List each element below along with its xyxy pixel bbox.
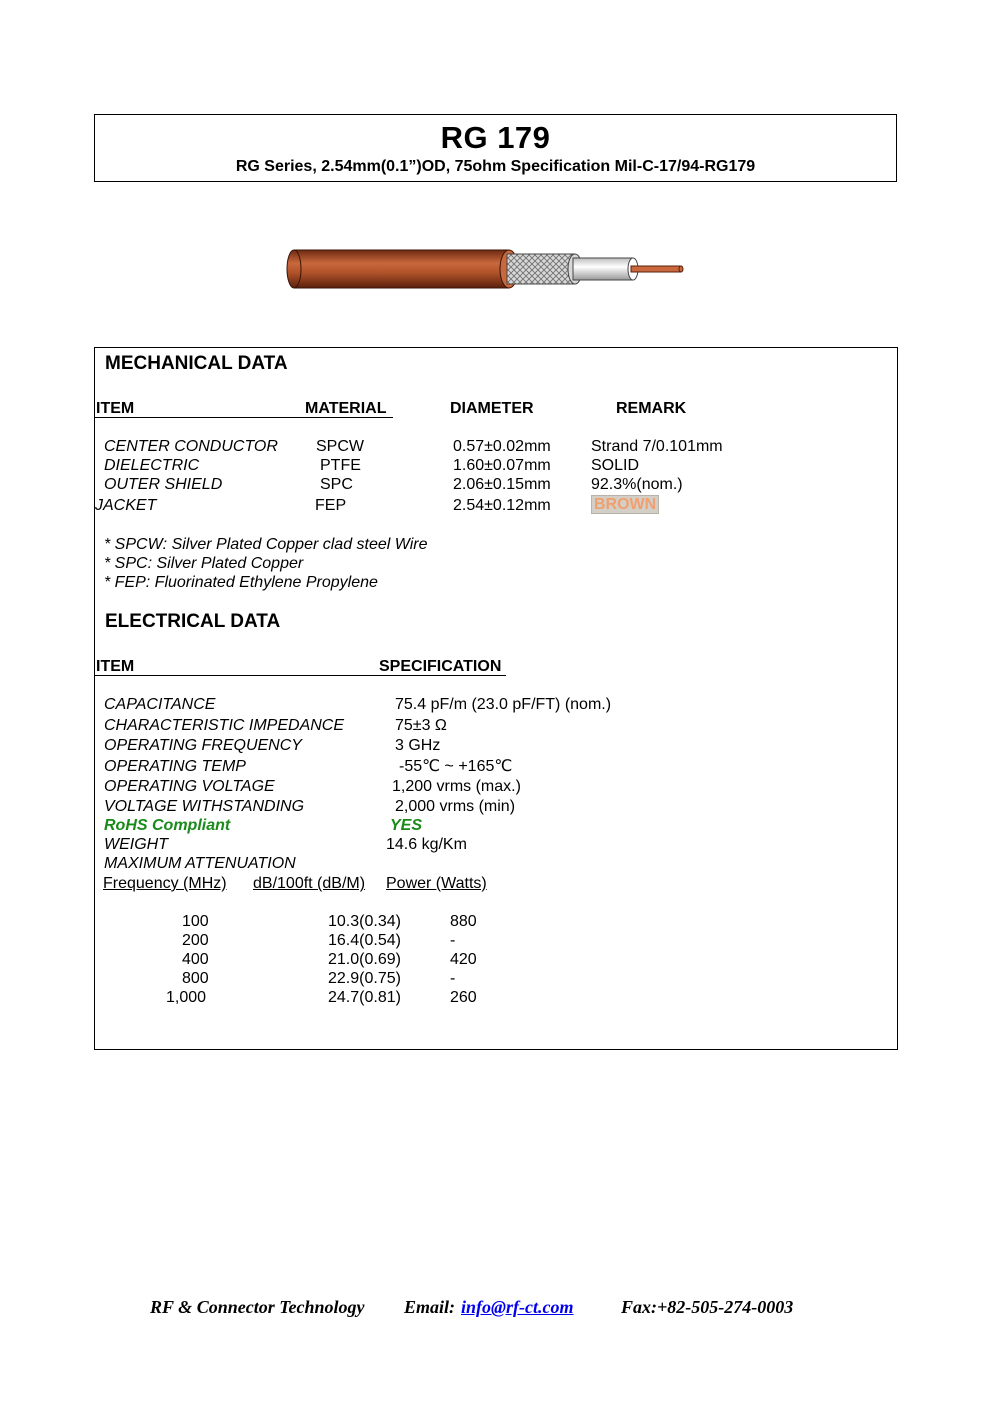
- item-cell: CENTER CONDUCTOR: [104, 438, 278, 455]
- footer-company: RF & Connector Technology: [150, 1297, 365, 1317]
- col-header-remark: REMARK: [616, 400, 687, 417]
- material-cell: SPCW: [316, 438, 364, 455]
- col-header-diameter: DIAMETER: [450, 400, 534, 417]
- freq-cell: 1,000: [166, 989, 207, 1006]
- col-header-item: ITEM: [96, 658, 135, 675]
- diameter-cell: 1.60±0.07mm: [453, 457, 551, 474]
- spec-box: [94, 347, 898, 1050]
- att-col-db: dB/100ft (dB/M): [253, 875, 366, 892]
- spec-cell: 3 GHz: [395, 737, 441, 754]
- mechanical-header-underline: [95, 417, 393, 418]
- electrical-header-underline: [95, 675, 506, 676]
- freq-cell: 800: [182, 970, 209, 987]
- db-cell: 22.9(0.75): [328, 970, 401, 987]
- item-cell: CAPACITANCE: [104, 696, 216, 713]
- power-cell: 260: [450, 989, 477, 1006]
- diameter-cell: 2.54±0.12mm: [453, 497, 551, 514]
- spec-cell: 75.4 pF/m (23.0 pF/FT) (nom.): [395, 696, 612, 713]
- note-fep: * FEP: Fluorinated Ethylene Propylene: [104, 574, 378, 591]
- db-cell: 24.7(0.81): [328, 989, 401, 1006]
- spec-cell: -55℃ ~ +165℃: [399, 758, 513, 775]
- db-cell: 10.3(0.34): [328, 913, 401, 930]
- page-title: RG 179: [440, 120, 551, 155]
- item-cell: WEIGHT: [104, 836, 168, 853]
- col-header-specification: SPECIFICATION: [379, 658, 502, 675]
- power-cell: -: [450, 970, 456, 987]
- spec-cell: 2,000 vrms (min): [395, 798, 516, 815]
- spec-cell: 14.6 kg/Km: [386, 836, 467, 853]
- cable-dielectric: [573, 258, 638, 280]
- rohs-value: YES: [390, 817, 423, 834]
- attenuation-heading: MAXIMUM ATTENUATION: [104, 855, 296, 872]
- att-col-power: Power (Watts): [386, 875, 487, 892]
- footer-fax: Fax:+82-505-274-0003: [621, 1297, 794, 1317]
- remark-cell-wrap: [591, 495, 659, 514]
- electrical-heading: ELECTRICAL DATA: [105, 611, 281, 632]
- spec-cell: 75±3 Ω: [395, 717, 447, 734]
- col-header-item: ITEM: [96, 400, 135, 417]
- footer-email-label: Email:: [404, 1297, 456, 1317]
- rohs-label: RoHS Compliant: [104, 817, 231, 834]
- att-col-frequency: Frequency (MHz): [103, 875, 227, 892]
- remark-cell: 92.3%(nom.): [591, 476, 683, 493]
- diameter-cell: 2.06±0.15mm: [453, 476, 551, 493]
- item-cell: CHARACTERISTIC IMPEDANCE: [104, 717, 345, 734]
- page-subtitle: RG Series, 2.54mm(0.1”)OD, 75ohm Specification Mil-C-17/94-RG179: [235, 158, 756, 175]
- item-cell: VOLTAGE WITHSTANDING: [104, 798, 305, 815]
- remark-cell: Strand 7/0.101mm: [591, 438, 723, 455]
- diameter-cell: 0.57±0.02mm: [453, 438, 551, 455]
- item-cell: OPERATING FREQUENCY: [104, 737, 302, 754]
- cable-center-conductor: [631, 266, 683, 272]
- freq-cell: 400: [182, 951, 209, 968]
- cable-shield: [507, 254, 582, 284]
- remark-cell: SOLID: [591, 457, 640, 474]
- power-cell: 420: [450, 951, 477, 968]
- spec-cell: 1,200 vrms (max.): [392, 778, 521, 795]
- item-cell: OPERATING TEMP: [104, 758, 246, 775]
- jacket-color-badge: BROWN: [591, 495, 659, 514]
- item-cell: OPERATING VOLTAGE: [104, 778, 275, 795]
- header-box: [94, 114, 897, 182]
- material-cell: FEP: [315, 497, 347, 514]
- power-cell: -: [450, 932, 456, 949]
- item-cell: DIELECTRIC: [104, 457, 200, 474]
- freq-cell: 100: [182, 913, 209, 930]
- note-spcw: * SPCW: Silver Plated Copper clad steel Wire: [104, 536, 428, 553]
- footer-email-link[interactable]: info@rf-ct.com: [461, 1297, 574, 1317]
- item-cell: OUTER SHIELD: [104, 476, 223, 493]
- mechanical-heading: MECHANICAL DATA: [105, 353, 288, 374]
- cable-illustration: [286, 246, 688, 294]
- note-spc: * SPC: Silver Plated Copper: [104, 555, 304, 572]
- material-cell: SPC: [320, 476, 353, 493]
- col-header-material: MATERIAL: [305, 400, 387, 417]
- db-cell: 16.4(0.54): [328, 932, 401, 949]
- cable-jacket: [287, 250, 518, 288]
- material-cell: PTFE: [320, 457, 361, 474]
- power-cell: 880: [450, 913, 477, 930]
- footer: [0, 1297, 992, 1321]
- db-cell: 21.0(0.69): [328, 951, 401, 968]
- item-cell: JACKET: [95, 497, 157, 514]
- freq-cell: 200: [182, 932, 209, 949]
